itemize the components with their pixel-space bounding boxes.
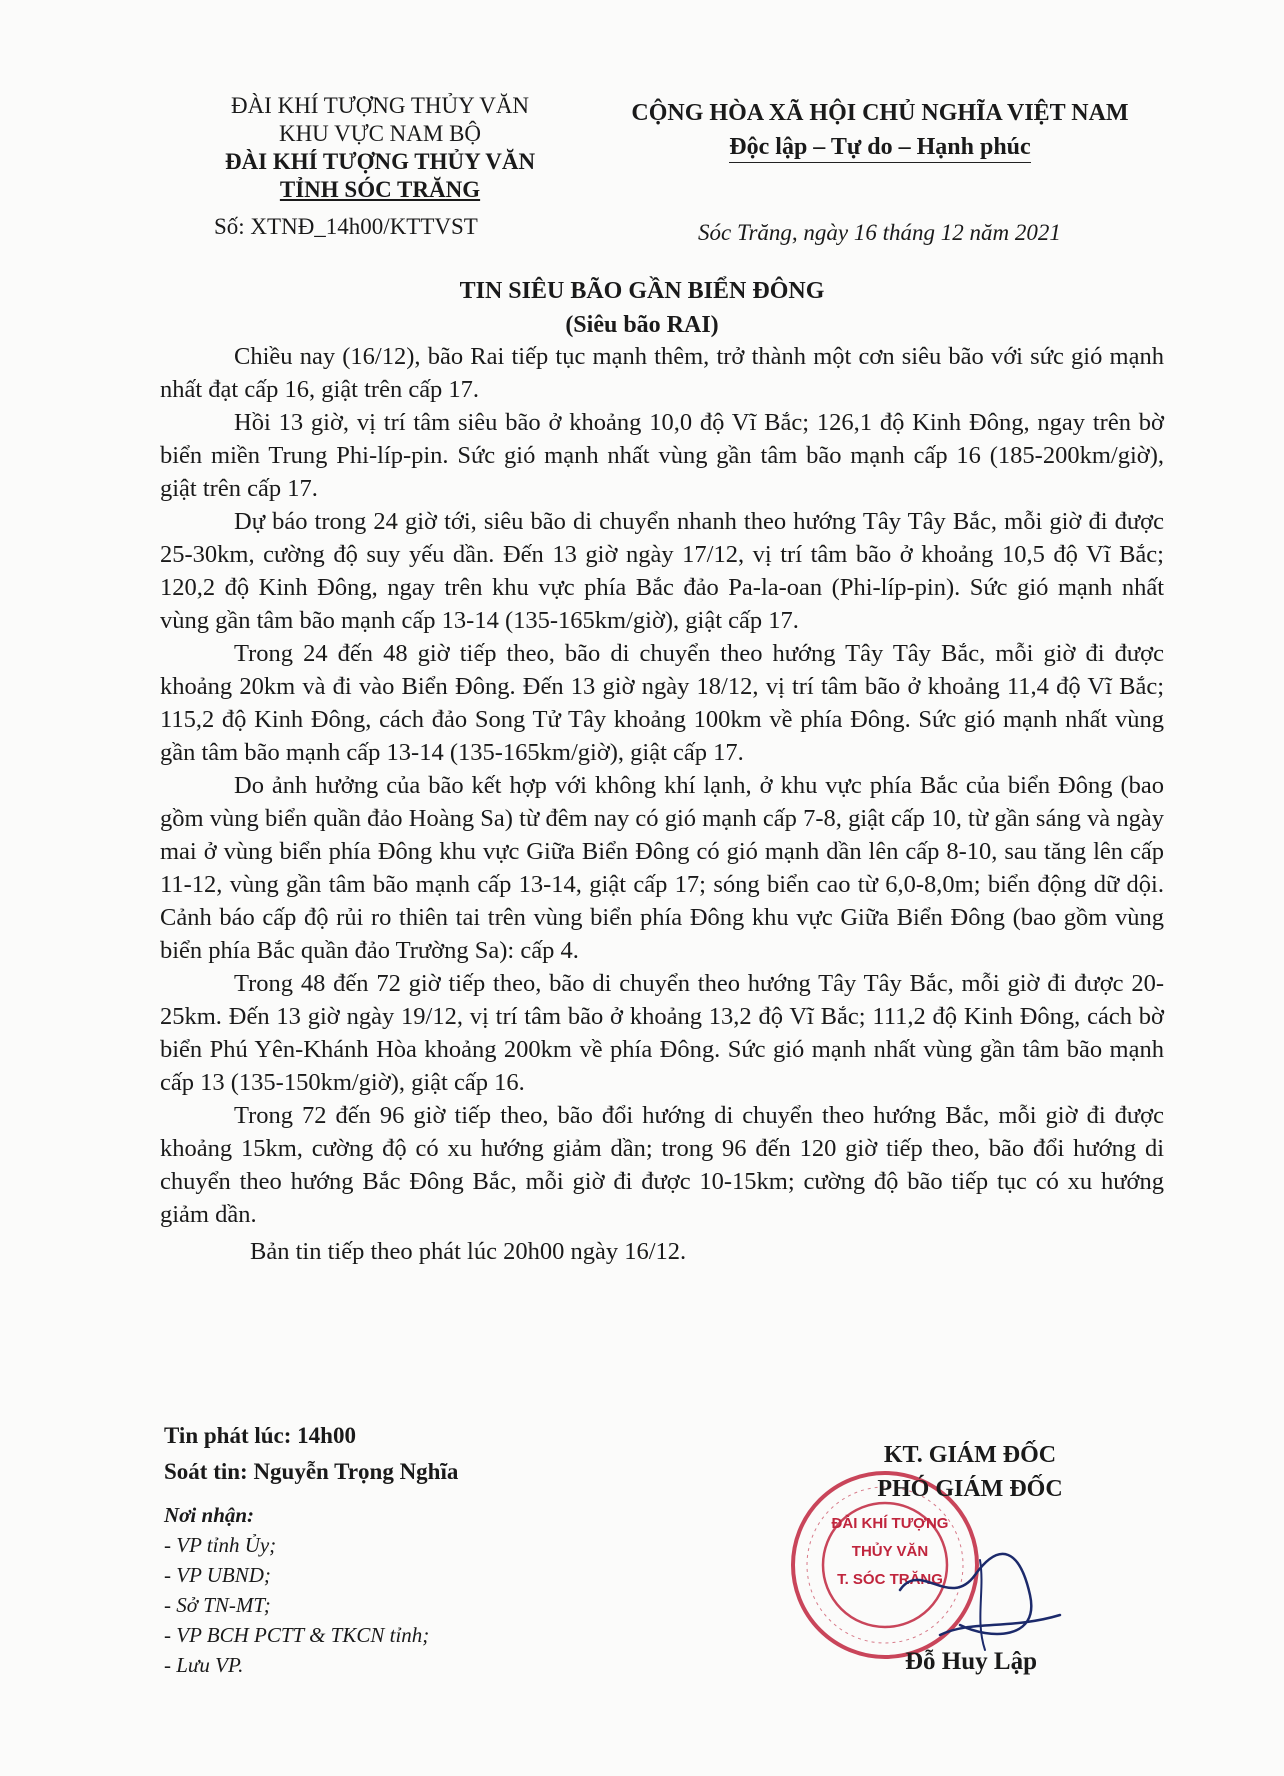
document-body: [160, 340, 1164, 1268]
agency-line-3: ĐÀI KHÍ TƯỢNG THỦY VĂN: [224, 149, 536, 174]
recipients-list: [164, 1500, 429, 1680]
agency-line-2: KHU VỰC NAM BỘ: [278, 121, 482, 146]
recipient-item: - Sở TN-MT;: [164, 1593, 271, 1617]
document-subtitle: (Siêu bão RAI): [565, 312, 719, 338]
stamp-line-2: THỦY VĂN: [851, 1543, 929, 1560]
recipient-item: - VP tỉnh Ủy;: [164, 1533, 277, 1557]
signature-block: [850, 1438, 1090, 1506]
recipients-label: Nơi nhận:: [164, 1503, 255, 1527]
signature-title-1: KT. GIÁM ĐỐC: [883, 1442, 1057, 1468]
recipient-item: - Lưu VP.: [164, 1653, 244, 1677]
agency-line-1: ĐÀI KHÍ TƯỢNG THỦY VĂN: [230, 93, 530, 118]
issue-time: Tin phát lúc: 14h00: [164, 1423, 356, 1448]
signer-name: Đỗ Huy Lập: [905, 1648, 1037, 1675]
agency-line-4: TỈNH SÓC TRĂNG: [279, 177, 481, 202]
next-bulletin-note: Bản tin tiếp theo phát lúc 20h00 ngày 16/12.: [250, 1238, 687, 1265]
document-title-block: [0, 274, 1284, 342]
national-header: [600, 96, 1160, 164]
recipient-item: - VP UBND;: [164, 1563, 271, 1587]
paragraph: Dự báo trong 24 giờ tới, siêu bão di chuyển nhanh theo hướng Tây Tây Bắc, mỗi giờ đi được 25-30km, cường độ suy yếu dần. Đến 13 giờ ngày 17/12, vị trí tâm bão ở khoảng 10,5 độ Vĩ Bắc; 120,2 độ Kinh Đông, ngay trên khu vực phía Bắc đảo Pa-la-oan (Phi-líp-pin). Sức gió mạnh nhất vùng gần tâm bão mạnh cấp 13-14 (135-165km/giờ), giật cấp 17.: [160, 508, 1164, 634]
paragraph: Chiều nay (16/12), bão Rai tiếp tục mạnh thêm, trở thành một cơn siêu bão với sức gió mạnh nhất đạt cấp 16, giật trên cấp 17.: [160, 343, 1164, 403]
paragraph: Trong 72 đến 96 giờ tiếp theo, bão đổi hướng di chuyển theo hướng Bắc, mỗi giờ đi được khoảng 15km, cường độ có xu hướng giảm dần; trong 96 đến 120 giờ tiếp theo, bão đổi hướng di chuyển theo hướng Bắc Đông Bắc, mỗi giờ đi được 10-15km; cường độ bão tiếp tục có xu hướng giảm dần.: [160, 1102, 1164, 1228]
document-number: Số: XTNĐ_14h00/KTTVST: [214, 214, 478, 239]
national-motto: Độc lập – Tự do – Hạnh phúc: [729, 132, 1030, 163]
document-title: TIN SIÊU BÃO GẦN BIỂN ĐÔNG: [459, 278, 825, 304]
issue-info: [164, 1418, 458, 1490]
recipient-item: - VP BCH PCTT & TKCN tỉnh;: [164, 1623, 430, 1647]
signature-title-2: PHÓ GIÁM ĐỐC: [877, 1476, 1063, 1502]
national-title: CỘNG HÒA XÃ HỘI CHỦ NGHĨA VIỆT NAM: [631, 100, 1129, 126]
reviewer: Soát tin: Nguyễn Trọng Nghĩa: [164, 1459, 459, 1484]
stamp-line-3: T. SÓC TRĂNG: [837, 1571, 943, 1588]
stamp-line-1: ĐÀI KHÍ TƯỢNG: [831, 1515, 949, 1532]
agency-header: [190, 92, 570, 204]
paragraph: Hồi 13 giờ, vị trí tâm siêu bão ở khoảng 10,0 độ Vĩ Bắc; 126,1 độ Kinh Đông, ngay trên bờ biển miền Trung Phi-líp-pin. Sức gió mạnh nhất vùng gần tâm bão mạnh cấp 16 (185-200km/giờ), giật trên cấp 17.: [160, 409, 1164, 502]
document-date: Sóc Trăng, ngày 16 tháng 12 năm 2021: [698, 220, 1061, 245]
paragraph: Do ảnh hưởng của bão kết hợp với không khí lạnh, ở khu vực phía Bắc của biển Đông (bao gồm vùng biển quần đảo Hoàng Sa) từ đêm nay có gió mạnh cấp 7-8, giật cấp 10, từ gần sáng và ngày mai ở vùng biển phía Đông khu vực Giữa Biển Đông có gió mạnh dần lên cấp 8-10, sau tăng lên cấp 11-12, vùng gần tâm bão mạnh cấp 13-14, giật cấp 17; sóng biển cao từ 6,0-8,0m; biển động dữ dội. Cảnh báo cấp độ rủi ro thiên tai trên vùng biển phía Đông khu vực Giữa Biển Đông (bao gồm vùng biển phía Bắc quần đảo Trường Sa): cấp 4.: [160, 772, 1164, 964]
paragraph: Trong 24 đến 48 giờ tiếp theo, bão di chuyển theo hướng Tây Tây Bắc, mỗi giờ đi được khoảng 20km và đi vào Biển Đông. Đến 13 giờ ngày 18/12, vị trí tâm bão ở khoảng 11,4 độ Vĩ Bắc; 115,2 độ Kinh Đông, cách đảo Song Tử Tây khoảng 100km về phía Đông. Sức gió mạnh nhất vùng gần tâm bão mạnh cấp 13-14 (135-165km/giờ), giật cấp 17.: [160, 640, 1164, 766]
paragraph: Trong 48 đến 72 giờ tiếp theo, bão di chuyển theo hướng Tây Tây Bắc, mỗi giờ đi được 20-25km. Đến 13 giờ ngày 19/12, vị trí tâm bão ở khoảng 13,2 độ Vĩ Bắc; 111,2 độ Kinh Đông, cách bờ biển Phú Yên-Khánh Hòa khoảng 200km về phía Đông. Sức gió mạnh nhất vùng gần tâm bão mạnh cấp 13 (135-150km/giờ), giật cấp 16.: [160, 970, 1164, 1096]
